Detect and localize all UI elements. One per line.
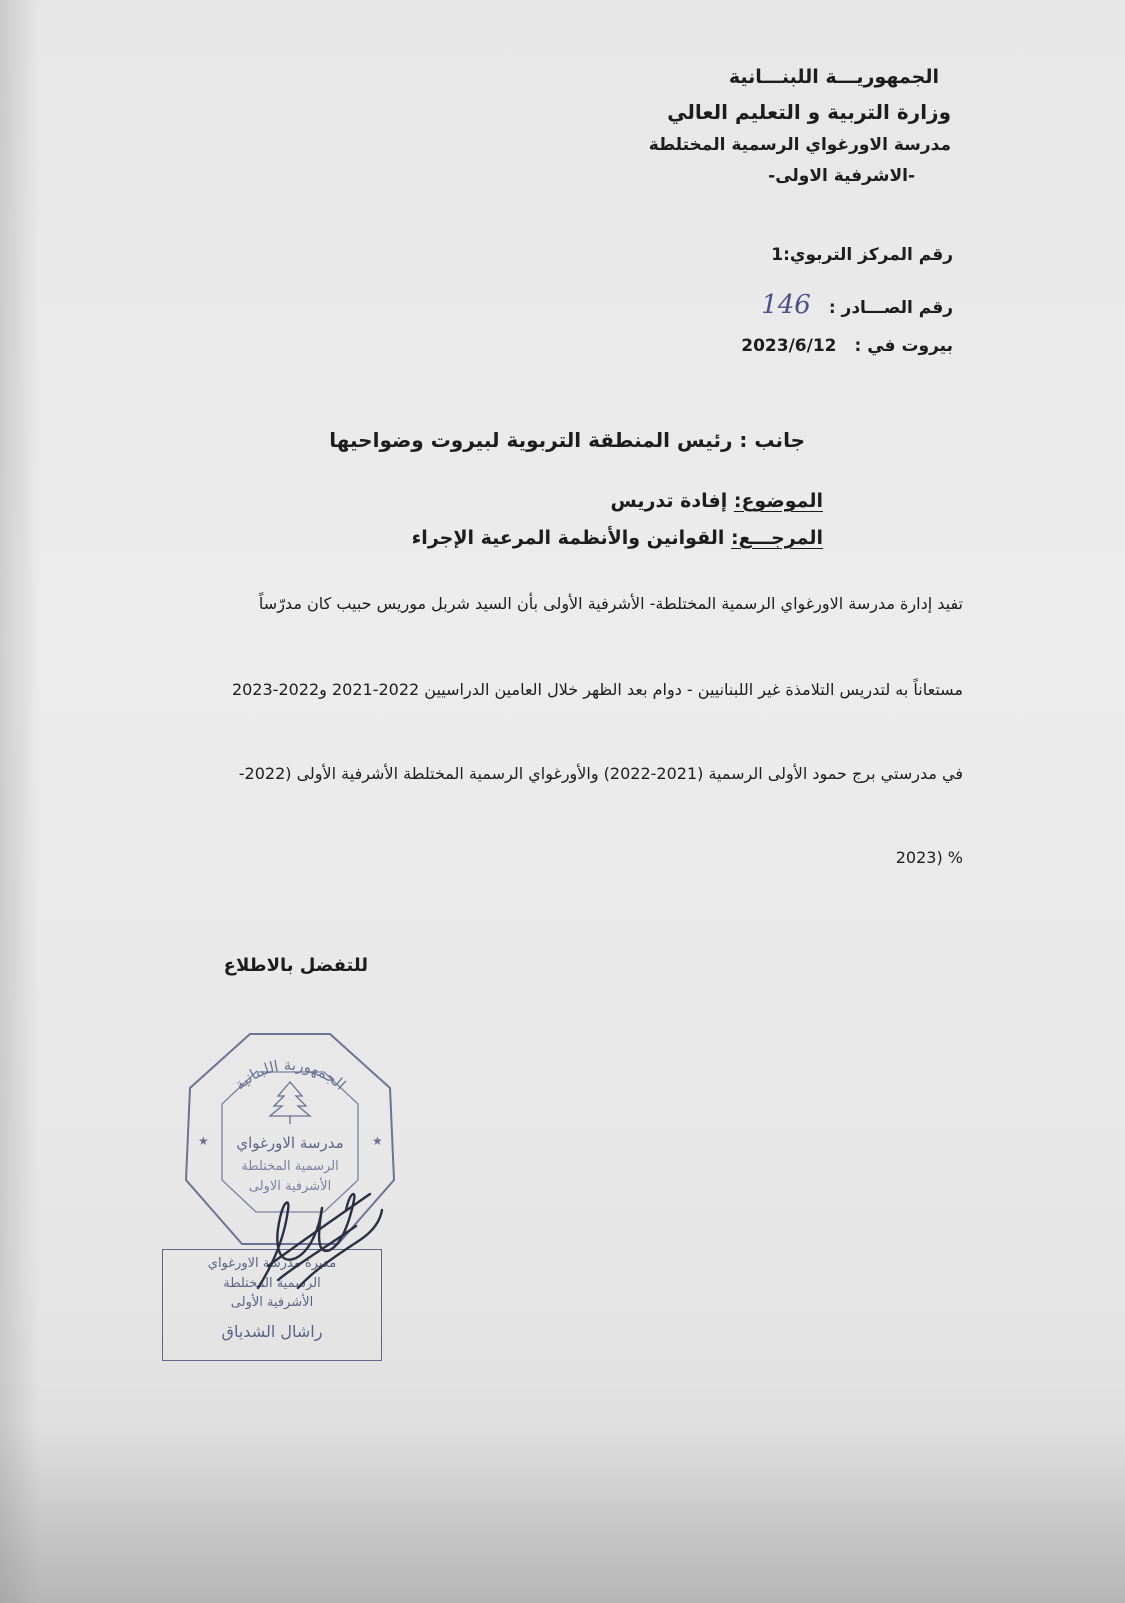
meta-date-label: بيروت في : [854,336,953,356]
seal-outer-text: الجمهورية اللبنانية [230,1055,350,1094]
cedar-tree-icon [270,1082,310,1124]
seal-star-left-icon: ★ [198,1134,209,1148]
reference-line [412,527,823,549]
signature-stamp-line-1: مديرة مدرسة الاورغواي [207,1256,337,1271]
signature-stamp-line-2: الرسمية المختلطة [223,1276,321,1291]
header-ministry: وزارة التربية و التعليم العالي [667,100,951,124]
body-line-2: مستعاناً به لتدريس التلامذة غير اللبنانيين - دوام بعد الظهر خلال العامين الدراسيين 2022-2021 و2022-2023 [231,680,963,699]
signature-stamp-name: راشال الشدياق [221,1322,323,1341]
body-line-4: 2023) % [895,848,963,867]
signature-stamp-line-3: الأشرفية الأولى [230,1295,314,1310]
meta-issue-number: 146 [761,290,811,320]
seal-line-2: الرسمية المختلطة [241,1159,339,1174]
recipient-line: جانب : رئيس المنطقة التربوية لبيروت وضواحيها [329,428,805,452]
page-shadow-bottom [0,1423,1125,1603]
subject-text: إفادة تدريس [610,490,734,512]
seal-line-3: الأشرفية الاولى [248,1179,332,1194]
subject-line [611,490,823,512]
seal-line-1: مدرسة الاورغواي [236,1134,344,1152]
meta-center-number: رقم المركز التربوي:1 [771,245,953,265]
body-line-1: تفيد إدارة مدرسة الاورغواي الرسمية المختلطة- الأشرفية الأولى بأن السيد شربل موريس حبيب كان مدرّساً [258,594,963,613]
meta-issue-label: رقم الصـــادر : [828,298,953,318]
closing-line: للتفضل بالاطلاع [223,955,368,976]
handwritten-signature-icon [238,1170,388,1300]
page-shadow-left [0,0,40,1603]
header-school: مدرسة الاورغواي الرسمية المختلطة [648,135,951,155]
meta-issue-row [761,290,953,320]
meta-date-row [741,336,953,356]
subject-label: الموضوع: [733,490,823,512]
header-republic: الجمهوريـــة اللبنـــانية [728,66,939,88]
seal-star-right-icon: ★ [372,1134,383,1148]
meta-date-value: 2023/6/12 [741,336,837,356]
reference-label: المرجـــع: [731,527,823,549]
header-district: -الاشرفية الاولى- [768,166,915,186]
reference-text: القوانين والأنظمة المرعية الإجراء [411,527,732,549]
body-line-3: في مدرستي برج حمود الأولى الرسمية (2021-2022) والأورغواي الرسمية المختلطة الأشرفية الأولى (2022- [238,764,963,783]
